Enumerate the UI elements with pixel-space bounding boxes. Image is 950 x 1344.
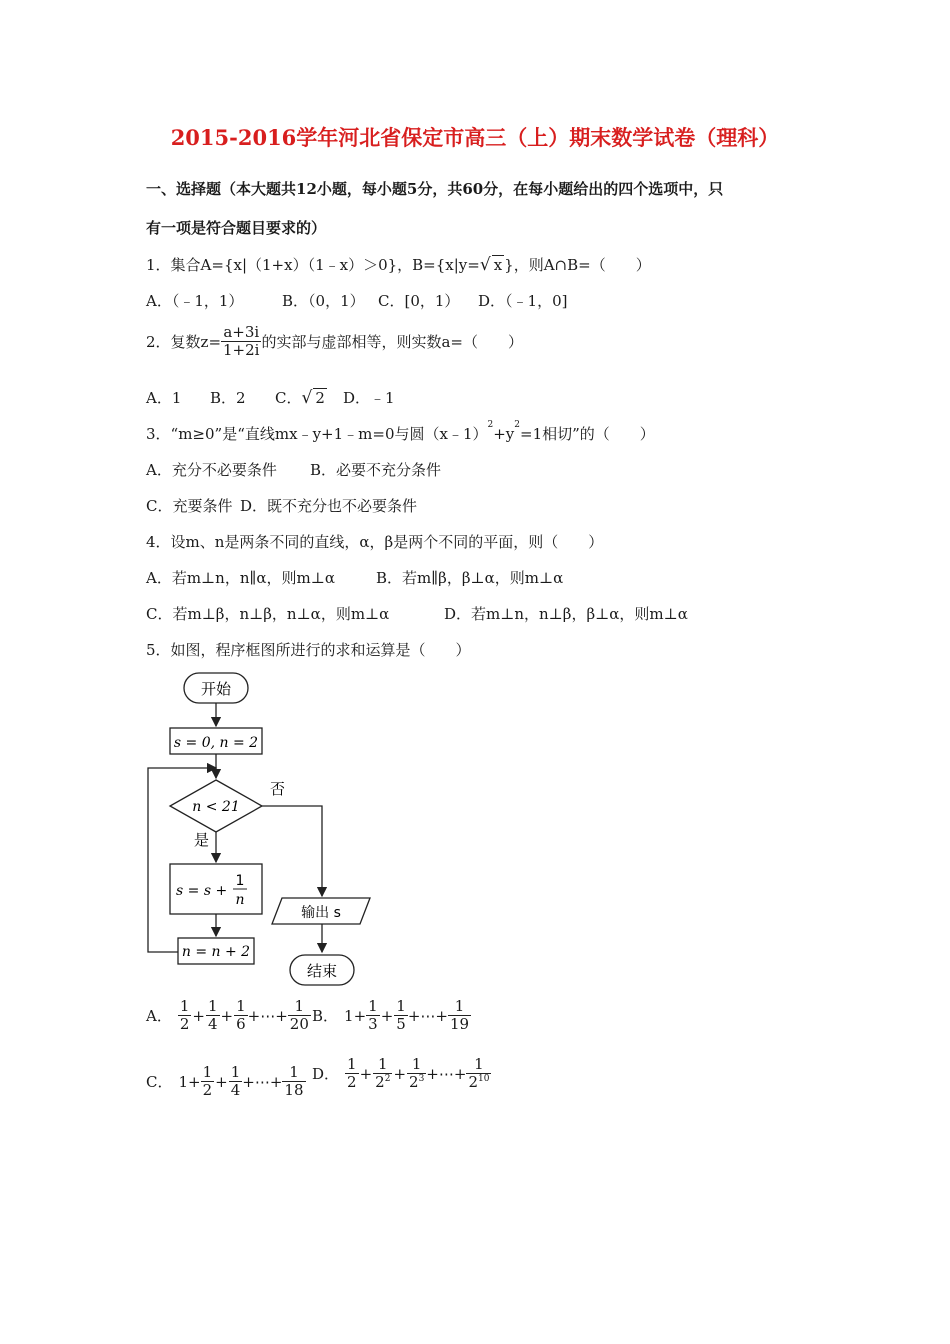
q5-d-term-1 bbox=[345, 1056, 359, 1091]
question-3-text-a: 3．“m≥0”是“直线mx﹣y+1﹣m=0与圆（x﹣1） bbox=[146, 425, 488, 443]
q2-option-c bbox=[275, 387, 327, 408]
q5-d-term-3-base: 2 bbox=[409, 1073, 419, 1091]
q5-c-last-den: 18 bbox=[284, 1081, 304, 1099]
q5-a-term-2-num: 1 bbox=[207, 997, 218, 1015]
flowchart-yes-label: 是 bbox=[194, 831, 210, 849]
q3-option-b: B．必要不充分条件 bbox=[310, 461, 442, 479]
plus-sign: + bbox=[380, 1006, 394, 1025]
q5-option-a bbox=[146, 998, 311, 1033]
q5-c-lead: 1+ bbox=[178, 1072, 201, 1091]
plus-sign: + bbox=[393, 1064, 407, 1083]
q5-b-lead: 1+ bbox=[344, 1006, 367, 1025]
q5-option-c-label: C． bbox=[146, 1073, 173, 1091]
q5-a-term-1 bbox=[178, 998, 192, 1033]
q5-b-term-1 bbox=[366, 998, 380, 1033]
flowchart-init-label: s = 0, n = 2 bbox=[173, 735, 259, 751]
q1-option-a: A．（﹣1，1） bbox=[146, 292, 244, 310]
q5-d-term-3-num: 1 bbox=[411, 1055, 422, 1073]
plus-sign: + bbox=[359, 1064, 373, 1083]
question-1-sqrt-arg: x bbox=[493, 256, 503, 274]
q5-a-term-1-num: 1 bbox=[179, 997, 190, 1015]
q5-d-last-den bbox=[466, 1073, 491, 1091]
q5-a-term-3 bbox=[234, 998, 248, 1033]
q2-option-d: D．﹣1 bbox=[343, 389, 395, 407]
q2-option-c-sqrt: 2 bbox=[315, 389, 325, 407]
q5-a-last-term bbox=[288, 998, 311, 1033]
question-2-frac-den: 1+2i bbox=[223, 341, 260, 359]
question-4: 4．设m、n是两条不同的直线，α，β是两个不同的平面，则（ ） bbox=[146, 533, 604, 551]
q3-option-c: C．充要条件 bbox=[146, 497, 233, 515]
q5-option-d bbox=[312, 1056, 491, 1091]
q5-b-term-2-den: 5 bbox=[396, 1015, 406, 1033]
q5-a-term-3-num: 1 bbox=[236, 997, 246, 1015]
q5-d-last-term bbox=[466, 1056, 491, 1091]
q5-a-term-2 bbox=[206, 998, 220, 1033]
q5-b-last-term bbox=[448, 998, 471, 1033]
plus-sign: + bbox=[220, 1006, 234, 1025]
flowchart-output-label: 输出 s bbox=[301, 905, 341, 921]
q5-c-term-1-den: 2 bbox=[202, 1081, 213, 1099]
q5-b-term-2-num: 1 bbox=[396, 997, 406, 1015]
q5-b-last-den: 19 bbox=[449, 1015, 470, 1033]
q5-option-c bbox=[146, 1064, 306, 1099]
q3-option-a: A．充分不必要条件 bbox=[146, 461, 277, 479]
question-2-fraction bbox=[221, 324, 261, 359]
q5-c-term-2-den: 4 bbox=[230, 1081, 241, 1099]
q5-a-term-2-den: 4 bbox=[207, 1015, 218, 1033]
q5-c-term-2-num: 1 bbox=[230, 1063, 241, 1081]
q2-option-a: A．1 bbox=[146, 389, 182, 407]
q5-d-term-3-den bbox=[407, 1073, 426, 1091]
page-title: 2015-2016学年河北省保定市高三（上）期末数学试卷（理科） bbox=[170, 125, 780, 150]
q5-a-last-num: 1 bbox=[294, 997, 305, 1015]
q5-a-dots: +⋯+ bbox=[247, 1006, 288, 1025]
flowchart-update-n-label: n = n + 2 bbox=[181, 944, 251, 960]
question-2-text-a: 2．复数z= bbox=[146, 333, 222, 351]
question-1 bbox=[146, 254, 651, 275]
question-2 bbox=[146, 324, 523, 359]
flowchart-update-s-lhs: s = s + bbox=[176, 883, 228, 899]
flowchart-end-label: 结束 bbox=[306, 962, 338, 980]
q5-d-term-1-num: 1 bbox=[347, 1055, 357, 1073]
q5-d-term-2-num: 1 bbox=[378, 1055, 388, 1073]
q4-option-a: A．若m⊥n，n∥α，则m⊥α bbox=[146, 569, 336, 587]
question-3-text-c: =1相切”的（ ） bbox=[520, 425, 655, 443]
q5-b-term-2 bbox=[394, 998, 408, 1033]
question-3-sup2: 2 bbox=[514, 420, 521, 430]
question-2-text-b: 的实部与虚部相等，则实数a=（ ） bbox=[261, 333, 523, 351]
q5-b-last-num: 1 bbox=[454, 997, 465, 1015]
plus-sign: + bbox=[215, 1072, 228, 1091]
question-3 bbox=[146, 420, 655, 444]
q5-d-term-1-base: 2 bbox=[347, 1073, 357, 1091]
q5-c-dots: +⋯+ bbox=[242, 1072, 283, 1091]
flowchart bbox=[140, 668, 375, 998]
q5-option-d-label: D． bbox=[312, 1065, 340, 1083]
section-header-line1: 一、选择题（本大题共12小题，每小题5分，共60分，在每小题给出的四个选项中，只 bbox=[146, 180, 724, 198]
q5-c-term-1-num: 1 bbox=[202, 1063, 213, 1081]
sqrt-icon: √ bbox=[479, 255, 491, 275]
q2-option-b: B．2 bbox=[210, 389, 246, 407]
q5-c-term-2 bbox=[229, 1064, 243, 1099]
q5-d-term-1-den bbox=[345, 1073, 359, 1091]
question-1-text-a: 1．集合A={x|（1+x）（1﹣x）＞0}，B={x|y= bbox=[146, 256, 480, 274]
q5-c-last-term bbox=[282, 1064, 305, 1099]
q1-option-b: B．（0，1） bbox=[282, 292, 365, 310]
q2-option-c-label: C． bbox=[275, 389, 302, 407]
q5-a-term-1-den: 2 bbox=[179, 1015, 190, 1033]
question-2-frac-num: a+3i bbox=[223, 323, 260, 341]
flowchart-no-label: 否 bbox=[270, 780, 286, 798]
q1-option-d: D．（﹣1，0] bbox=[478, 292, 568, 310]
q4-option-d: D．若m⊥n，n⊥β，β⊥α，则m⊥α bbox=[444, 605, 688, 623]
q3-option-d: D．既不充分也不必要条件 bbox=[240, 497, 418, 515]
q4-option-c: C．若m⊥β，n⊥β，n⊥α，则m⊥α bbox=[146, 605, 390, 623]
question-3-sup1: 2 bbox=[487, 420, 494, 430]
q5-d-dots: +⋯+ bbox=[426, 1064, 467, 1083]
flowchart-decision-label: n < 21 bbox=[192, 799, 240, 815]
question-3-text-b: +y bbox=[493, 425, 515, 443]
q5-d-last-base: 2 bbox=[468, 1073, 478, 1091]
q5-option-b bbox=[312, 998, 471, 1033]
flowchart-start-label: 开始 bbox=[200, 680, 232, 698]
q5-d-term-2-exp: 2 bbox=[384, 1074, 391, 1084]
q5-d-term-2 bbox=[373, 1056, 392, 1091]
plus-sign: + bbox=[192, 1006, 205, 1025]
q5-b-dots: +⋯+ bbox=[407, 1006, 448, 1025]
q4-option-b: B．若m∥β，β⊥α，则m⊥α bbox=[376, 569, 564, 587]
q5-c-term-1 bbox=[201, 1064, 215, 1099]
q5-b-term-1-den: 3 bbox=[368, 1015, 378, 1033]
q5-a-term-3-den: 6 bbox=[236, 1015, 246, 1033]
q5-d-term-2-base: 2 bbox=[375, 1073, 385, 1091]
q5-option-a-label: A． bbox=[146, 1007, 172, 1025]
q5-d-term-2-den bbox=[373, 1073, 392, 1091]
q5-d-term-3 bbox=[407, 1056, 426, 1091]
q5-d-term-3-exp: 3 bbox=[418, 1074, 425, 1084]
q5-c-last-num: 1 bbox=[289, 1063, 299, 1081]
section-header-line2: 有一项是符合题目要求的） bbox=[146, 219, 327, 237]
sqrt-icon: √ bbox=[301, 388, 313, 408]
flowchart-update-s-den: n bbox=[235, 892, 245, 908]
q5-d-last-num: 1 bbox=[474, 1055, 484, 1073]
q5-b-term-1-num: 1 bbox=[368, 997, 378, 1015]
q1-option-c: C．[0，1） bbox=[378, 292, 460, 310]
flowchart-update-s-num: 1 bbox=[235, 873, 245, 889]
q5-option-b-label: B． bbox=[312, 1007, 339, 1025]
q5-d-last-exp: 10 bbox=[477, 1074, 490, 1084]
q5-a-last-den: 20 bbox=[289, 1015, 309, 1033]
question-5: 5．如图，程序框图所进行的求和运算是（ ） bbox=[146, 641, 471, 659]
question-1-text-b: }，则A∩B=（ ） bbox=[504, 256, 651, 274]
